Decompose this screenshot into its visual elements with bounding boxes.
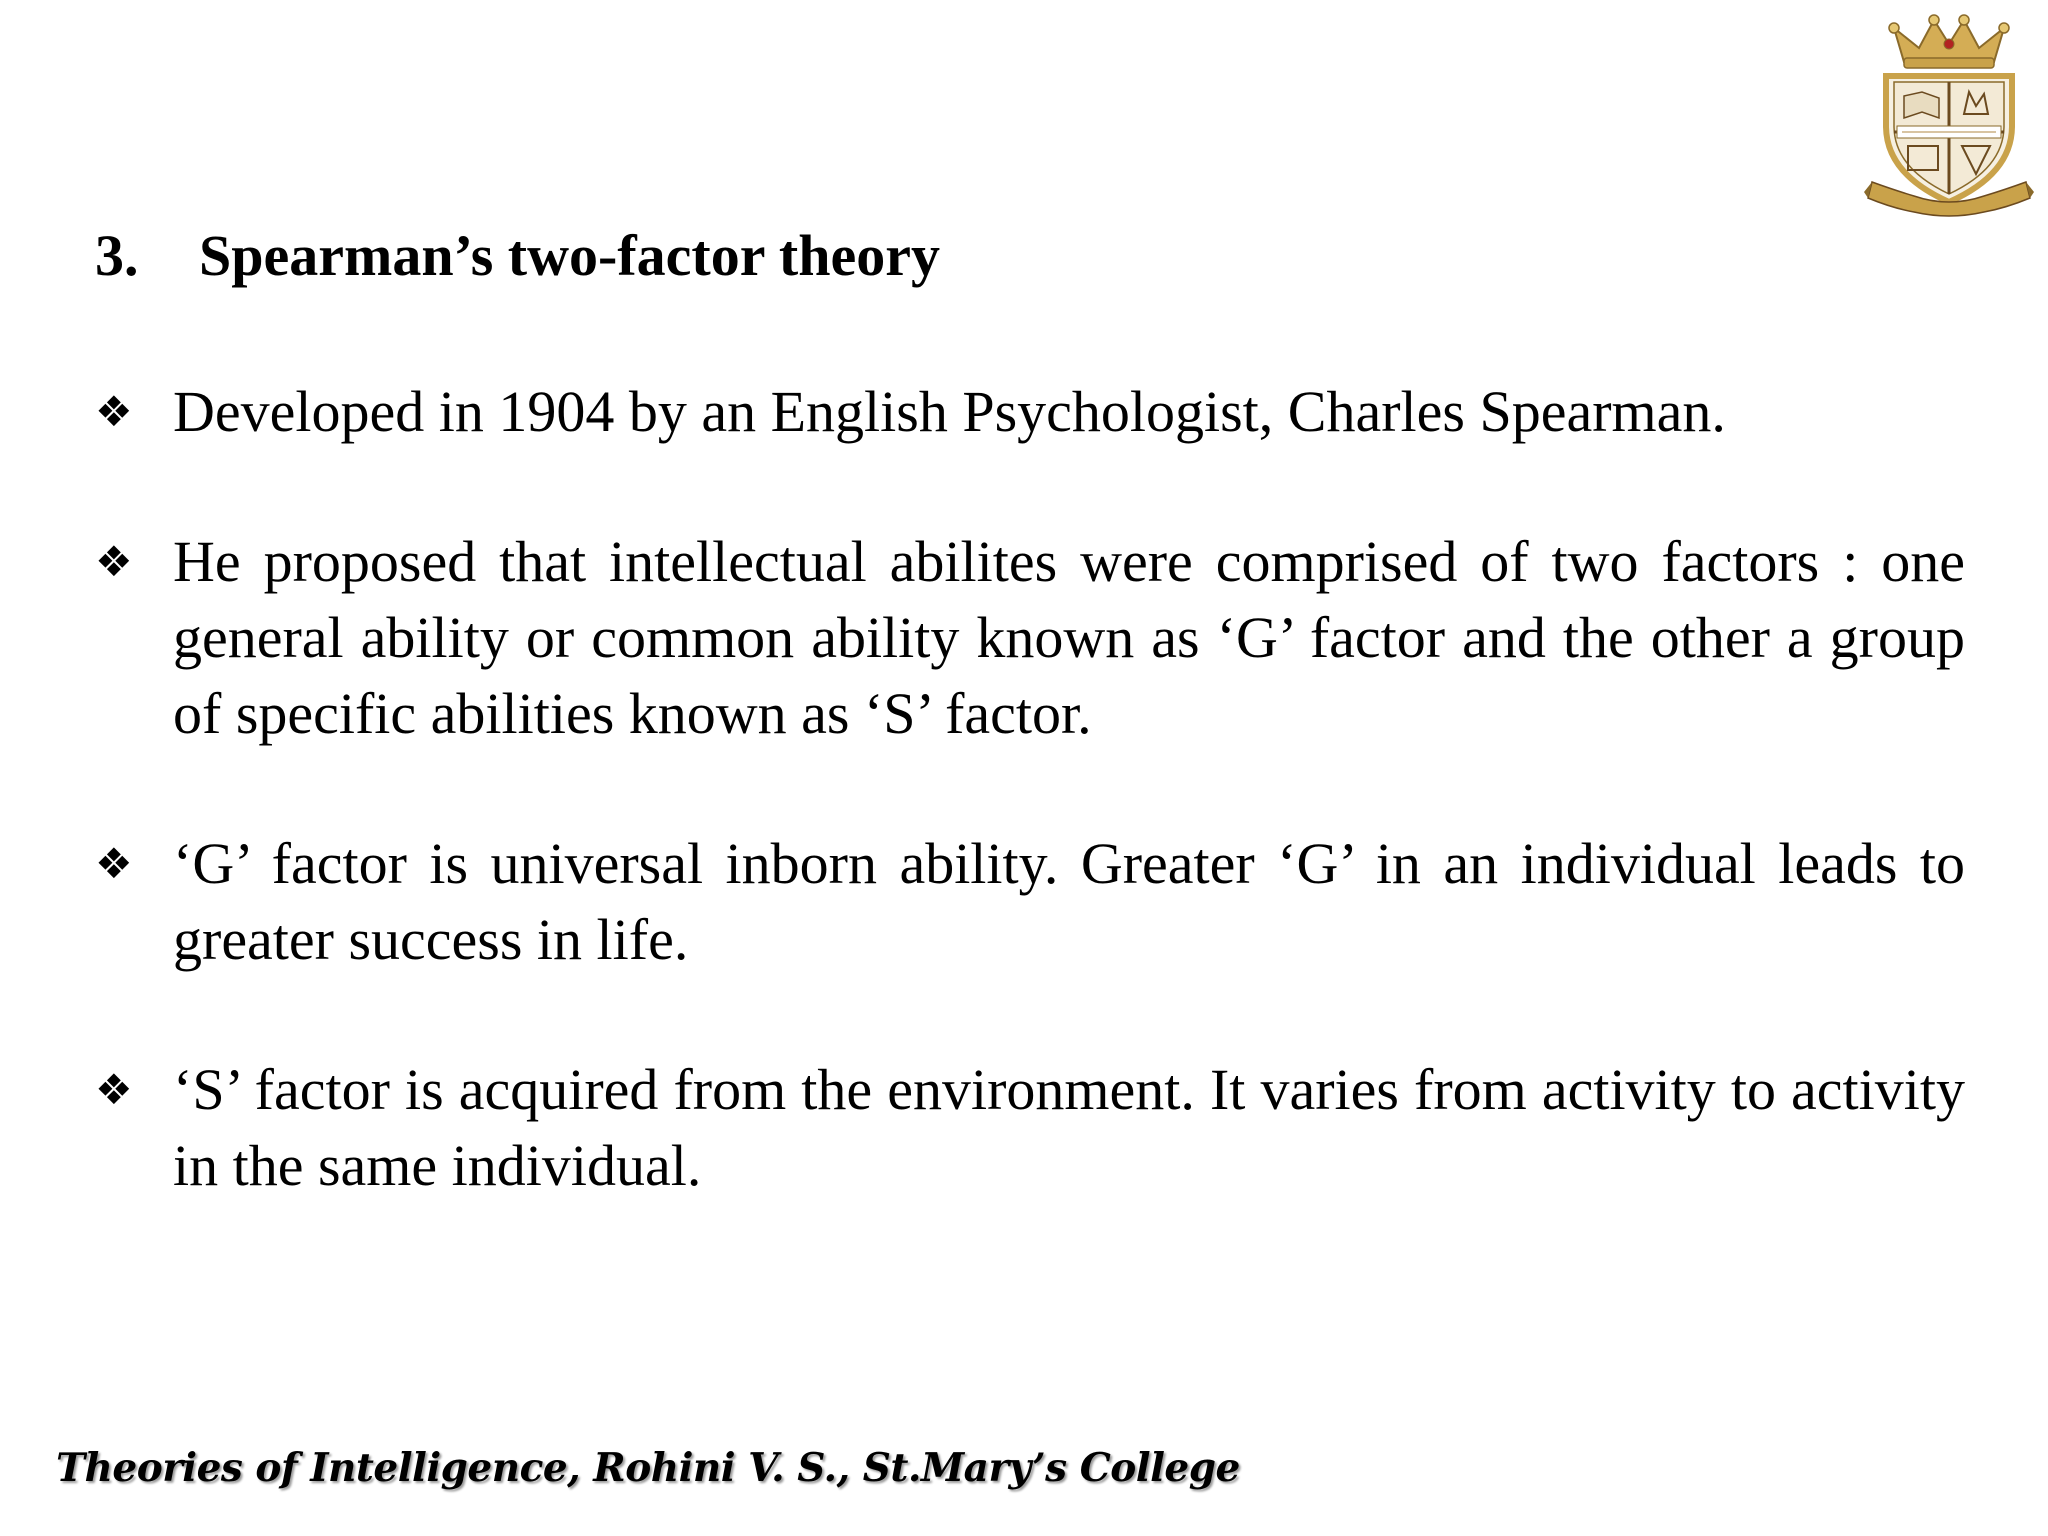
bullet-text: ‘G’ factor is universal inborn ability. Greater ‘G’ in an individual leads to greater success in life. — [173, 831, 1965, 972]
college-crest-logo — [1864, 14, 2034, 220]
diamond-bullet-icon: ❖ — [95, 1065, 133, 1114]
diamond-bullet-icon: ❖ — [95, 537, 133, 586]
slide-footer: Theories of Intelligence, Rohini V. S., St.Mary’s College — [56, 1445, 1240, 1491]
bullet-item — [95, 374, 1965, 450]
bullet-item — [95, 524, 1965, 752]
heading-number: 3. — [95, 223, 139, 288]
bullet-text: He proposed that intellectual abilites were comprised of two factors : one general ability or common ability known as ‘G’ factor and the other a group of specific abilities known as ‘S’ factor. — [173, 529, 1965, 746]
heading-title: Spearman’s two-factor theory — [199, 223, 940, 288]
bullet-item — [95, 826, 1965, 978]
diamond-bullet-icon: ❖ — [95, 839, 133, 888]
bullet-item — [95, 1052, 1965, 1204]
bullet-text: ‘S’ factor is acquired from the environment. It varies from activity to activity in the same individual. — [173, 1057, 1965, 1198]
shield-icon — [1886, 76, 2012, 202]
diamond-bullet-icon: ❖ — [95, 387, 133, 436]
crown-icon — [1889, 15, 2009, 68]
bullet-text: Developed in 1904 by an English Psychologist, Charles Spearman. — [173, 379, 1726, 444]
slide-heading — [95, 222, 940, 290]
